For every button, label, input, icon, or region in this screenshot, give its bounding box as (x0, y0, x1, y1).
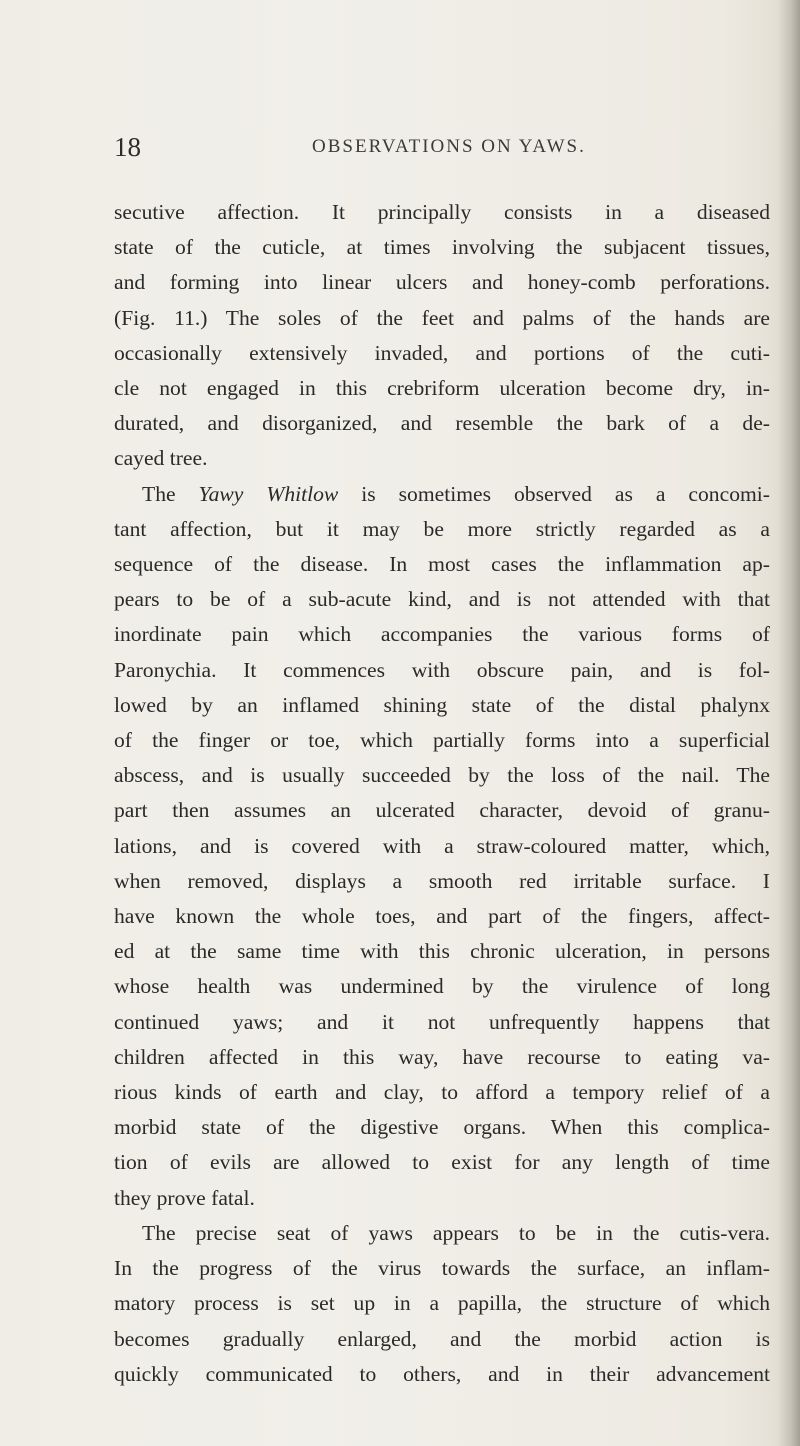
text-line: sequence of the disease. In most cases the inflammation ap- (114, 552, 770, 577)
text-line: when removed, displays a smooth red irritable surface. I (114, 868, 770, 893)
page-edge-shadow (778, 0, 800, 1446)
text-line: ed at the same time with this chronic ulceration, in persons (114, 939, 770, 964)
text-line: tion of evils are allowed to exist for any length of time (114, 1150, 770, 1175)
text-line: lowed by an inflamed shining state of the distal phalynx (114, 692, 770, 717)
text-line: tant affection, but it may be more strictly regarded as a (114, 516, 770, 541)
text-line: lations, and is covered with a straw-coloured matter, which, (114, 833, 770, 858)
text-line: matory process is set up in a papilla, the structure of which (114, 1291, 770, 1316)
text-line: morbid state of the digestive organs. When this complica- (114, 1115, 770, 1140)
text-line: becomes gradually enlarged, and the morbid action is (114, 1326, 770, 1351)
line-suffix: is sometimes observed as a concomi- (338, 481, 770, 506)
text-line: part then assumes an ulcerated character, devoid of granu- (114, 798, 770, 823)
running-head: OBSERVATIONS ON YAWS. (312, 136, 586, 157)
text-line: cle not engaged in this crebriform ulceration become dry, in- (114, 376, 770, 401)
text-line: whose health was undermined by the virulence of long (114, 974, 770, 999)
text-line: quickly communicated to others, and in their advancement (114, 1361, 770, 1386)
text-line: inordinate pain which accompanies the various forms of (114, 622, 770, 647)
text-line: pears to be of a sub-acute kind, and is not attended with that (114, 587, 770, 612)
text-line: occasionally extensively invaded, and portions of the cuti- (114, 340, 770, 365)
text-line: (Fig. 11.) The soles of the feet and palms of the hands are (114, 305, 770, 330)
italic-term: Yawy Whitlow (198, 481, 339, 506)
paragraph-first-line: The precise seat of yaws appears to be in the cutis-vera. (142, 1220, 770, 1245)
text-line: rious kinds of earth and clay, to afford a tempory relief of a (114, 1080, 770, 1105)
text-line: In the progress of the virus towards the surface, an inflam- (114, 1256, 770, 1281)
text-line: Paronychia. It commences with obscure pain, and is fol- (114, 657, 770, 682)
text-line: and forming into linear ulcers and honey-comb perforations. (114, 270, 770, 295)
page-number: 18 (114, 132, 141, 162)
text-line: have known the whole toes, and part of the fingers, affect- (114, 904, 770, 929)
text-line: state of the cuticle, at times involving the subjacent tissues, (114, 235, 770, 260)
text-line: abscess, and is usually succeeded by the loss of the nail. The (114, 763, 770, 788)
text-line: children affected in this way, have recourse to eating va- (114, 1044, 770, 1069)
paragraph-first-line (114, 477, 770, 512)
line-prefix: The (142, 481, 199, 506)
page-header (114, 132, 734, 172)
text-line: continued yaws; and it not unfrequently happens that (114, 1009, 770, 1034)
text-line: durated, and disorganized, and resemble the bark of a de- (114, 411, 770, 436)
text-line: secutive affection. It principally consists in a diseased (114, 200, 770, 224)
text-line: they prove fatal. (114, 1185, 255, 1210)
text-line: of the finger or toe, which partially forms into a superficial (114, 728, 770, 753)
text-line: cayed tree. (114, 446, 208, 471)
body-text (114, 195, 770, 1392)
